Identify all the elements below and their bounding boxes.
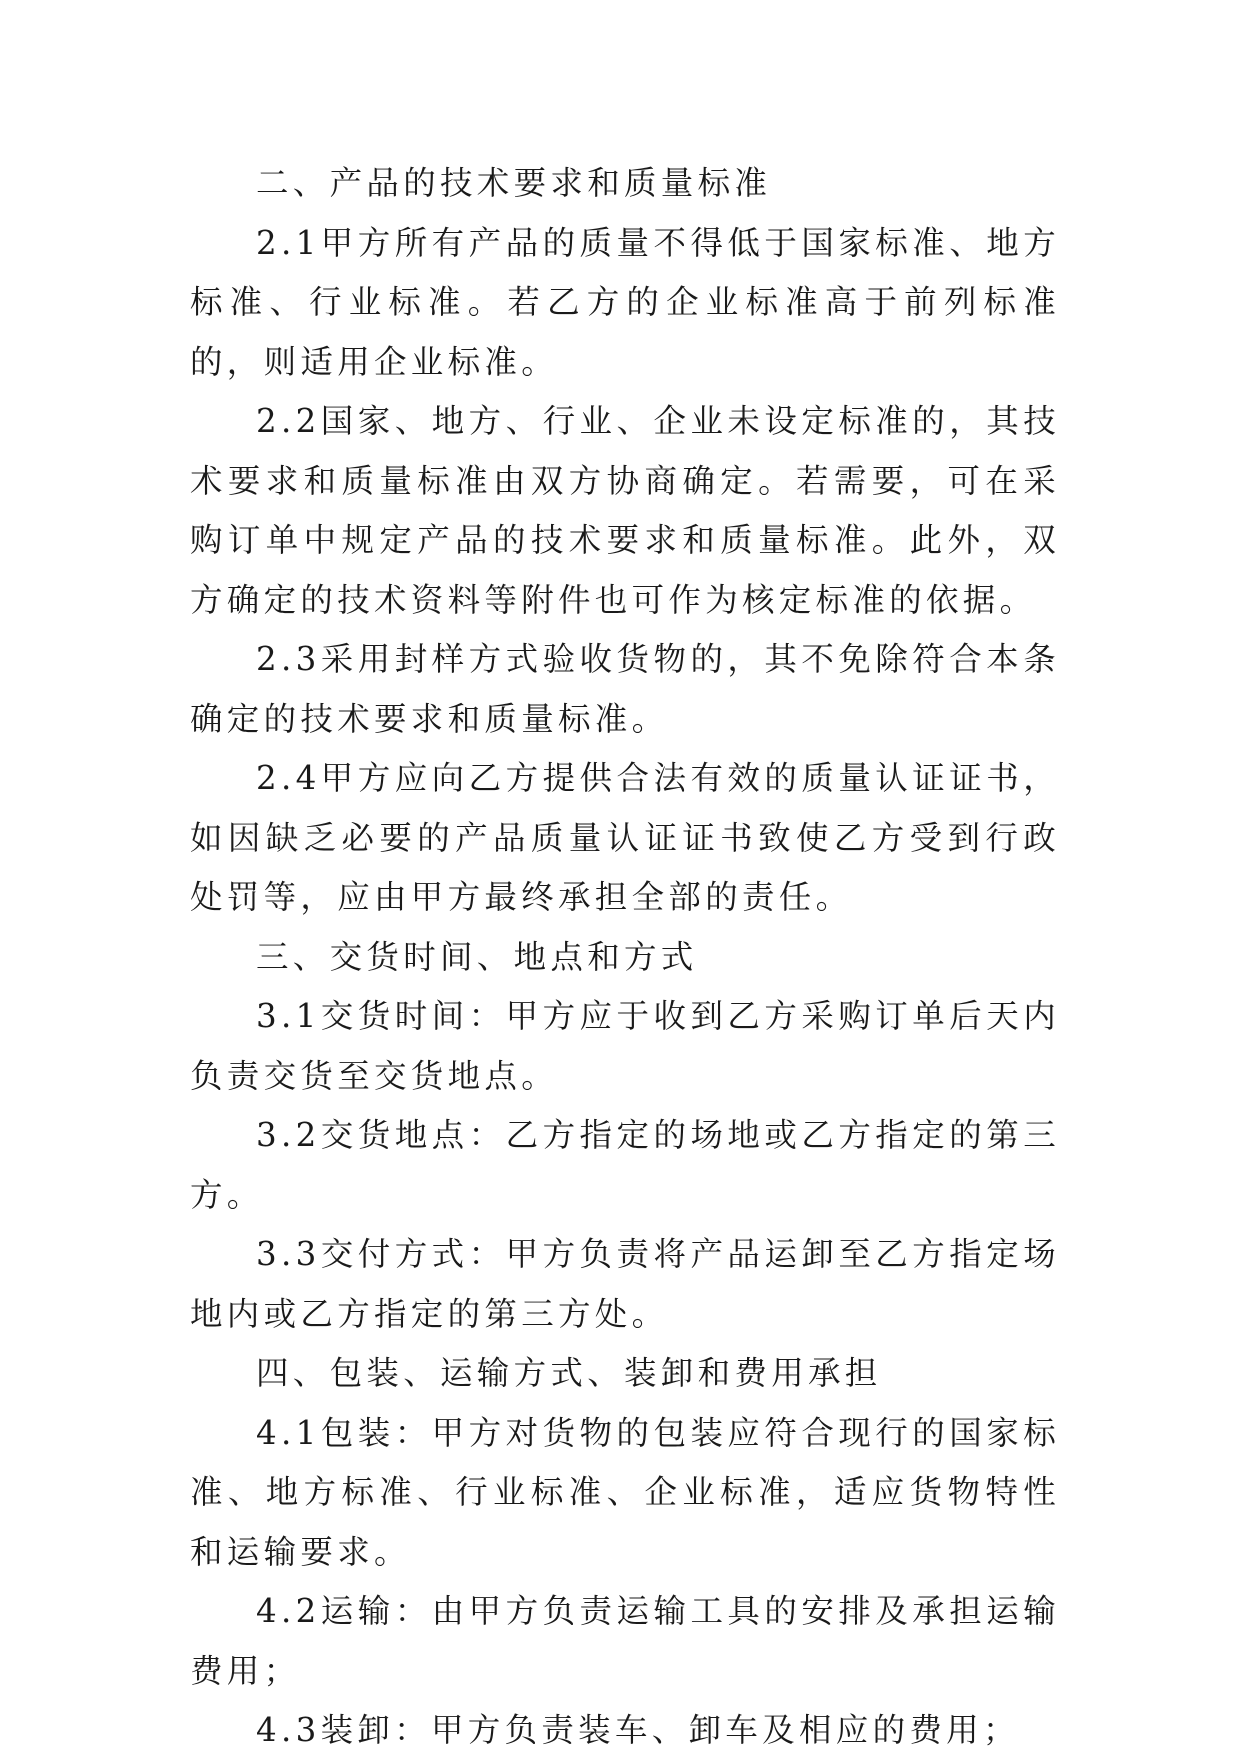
section-heading-2: 二、产品的技术要求和质量标准 <box>256 164 772 202</box>
clause-2-3: 2.3采用封样方式验收货物的，其不免除符合本条确定的技术要求和质量标准。 <box>190 640 1060 738</box>
clause-2-4: 2.4甲方应向乙方提供合法有效的质量认证证书，如因缺乏必要的产品质量认证证书致使乙方受到行政处罚等，应由甲方最终承担全部的责任。 <box>190 759 1060 916</box>
clause-3-3: 3.3交付方式：甲方负责将产品运卸至乙方指定场地内或乙方指定的第三方处。 <box>190 1235 1060 1333</box>
clause-4-1: 4.1包装：甲方对货物的包装应符合现行的国家标准、地方标准、行业标准、企业标准，适应货物特性和运输要求。 <box>190 1413 1060 1571</box>
section-heading-3: 三、交货时间、地点和方式 <box>256 937 698 976</box>
section-heading-4: 四、包装、运输方式、装卸和费用承担 <box>256 1354 882 1392</box>
clause-2-2: 2.2国家、地方、行业、企业未设定标准的，其技术要求和质量标准由双方协商确定。若需要，可在采购订单中规定产品的技术要求和质量标准。此外，双方确定的技术资料等附件也可作为核定标准的依据。 <box>190 402 1060 619</box>
clause-3-1: 3.1交货时间：甲方应于收到乙方采购订单后天内负责交货至交货地点。 <box>190 997 1060 1095</box>
clause-4-3: 4.3装卸：甲方负责装车、卸车及相应的费用； <box>256 1711 1020 1749</box>
document-body <box>190 154 1060 1761</box>
clause-4-2: 4.2运输：由甲方负责运输工具的安排及承担运输费用； <box>190 1592 1060 1690</box>
clause-3-2: 3.2交货地点：乙方指定的场地或乙方指定的第三方。 <box>190 1116 1060 1214</box>
clause-2-1: 2.1甲方所有产品的质量不得低于国家标准、地方标准、行业标准。若乙方的企业标准高于前列标准的，则适用企业标准。 <box>190 223 1060 381</box>
